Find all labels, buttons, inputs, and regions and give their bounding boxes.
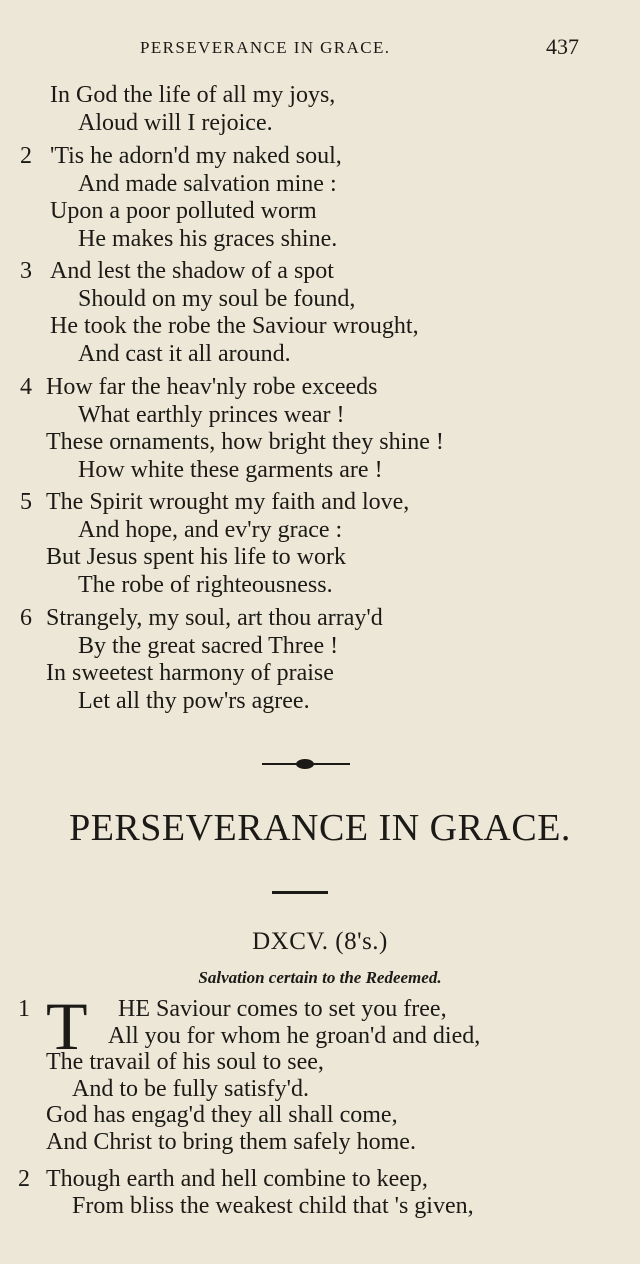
verse-line: The travail of his soul to see, <box>46 1049 324 1075</box>
verse-line: And lest the shadow of a spot <box>50 258 334 284</box>
verse-line: The Spirit wrought my faith and love, <box>46 489 410 515</box>
running-title: PERSEVERANCE IN GRACE. <box>140 38 391 57</box>
verse-line: But Jesus spent his life to work <box>46 544 346 570</box>
verse-line: God has engag'd they all shall come, <box>46 1102 398 1128</box>
hymn-subtitle: Salvation certain to the Redeemed. <box>198 968 442 987</box>
verse-line: He took the robe the Saviour wrought, <box>50 313 419 339</box>
verse-line: And hope, and ev'ry grace : <box>78 516 343 543</box>
verse-line: What earthly princes wear ! <box>78 401 345 428</box>
stanza-number: 6 <box>20 605 32 631</box>
verse-line: Upon a poor polluted worm <box>50 198 317 224</box>
verse-line: 'Tis he adorn'd my naked soul, <box>50 143 342 169</box>
verse-line: Should on my soul be found, <box>78 285 356 312</box>
verse-line: In God the life of all my joys, <box>50 82 336 108</box>
verse-line: These ornaments, how bright they shine ! <box>46 429 444 455</box>
hymn-stanza-1 <box>0 988 640 1155</box>
verse-line: Aloud will I rejoice. <box>78 109 273 136</box>
section-title: PERSEVERANCE IN GRACE. <box>69 807 571 849</box>
stanza-number: 2 <box>20 143 32 169</box>
page-number: 437 <box>546 34 579 59</box>
stanza-continued <box>0 82 640 137</box>
stanza-5 <box>0 489 640 599</box>
stanza-number: 3 <box>20 258 32 284</box>
verse-line: Let all thy pow'rs agree. <box>78 687 310 714</box>
ornament-center-icon <box>296 759 314 769</box>
verse-line: Though earth and hell combine to keep, <box>46 1166 428 1192</box>
verse-line: In sweetest harmony of praise <box>46 660 334 686</box>
running-head <box>0 34 640 64</box>
verse-line: The robe of righteousness. <box>78 571 333 598</box>
stanza-number: 2 <box>18 1166 30 1192</box>
verse-line: By the great sacred Three ! <box>78 632 339 659</box>
stanza-number: 1 <box>18 996 30 1022</box>
stanza-number: 5 <box>20 489 32 515</box>
short-divider <box>272 891 328 894</box>
stanza-4 <box>0 374 640 484</box>
verse-line: How white these garments are ! <box>78 456 383 483</box>
verse-line: How far the heav'nly robe exceeds <box>46 374 378 400</box>
verse-line: All you for whom he groan'd and died, <box>108 1022 481 1049</box>
stanza-number: 4 <box>20 374 32 400</box>
verse-line: From bliss the weakest child that 's given, <box>72 1192 474 1219</box>
verse-line: Strangely, my soul, art thou array'd <box>46 605 383 631</box>
verse-line: He makes his graces shine. <box>78 225 338 252</box>
verse-line: And made salvation mine : <box>78 170 337 197</box>
hymn-number: DXCV. (8's.) <box>252 928 388 955</box>
verse-line: And Christ to bring them safely home. <box>46 1128 416 1155</box>
stanza-2 <box>0 143 640 253</box>
verse-line: And cast it all around. <box>78 340 291 367</box>
verse-line: And to be fully satisfy'd. <box>72 1075 309 1102</box>
verse-line: HE Saviour comes to set you free, <box>118 996 447 1022</box>
stanza-3 <box>0 258 640 368</box>
stanza-6 <box>0 605 640 715</box>
drop-cap: T <box>46 988 88 1064</box>
hymn-stanza-2 <box>0 1166 640 1219</box>
